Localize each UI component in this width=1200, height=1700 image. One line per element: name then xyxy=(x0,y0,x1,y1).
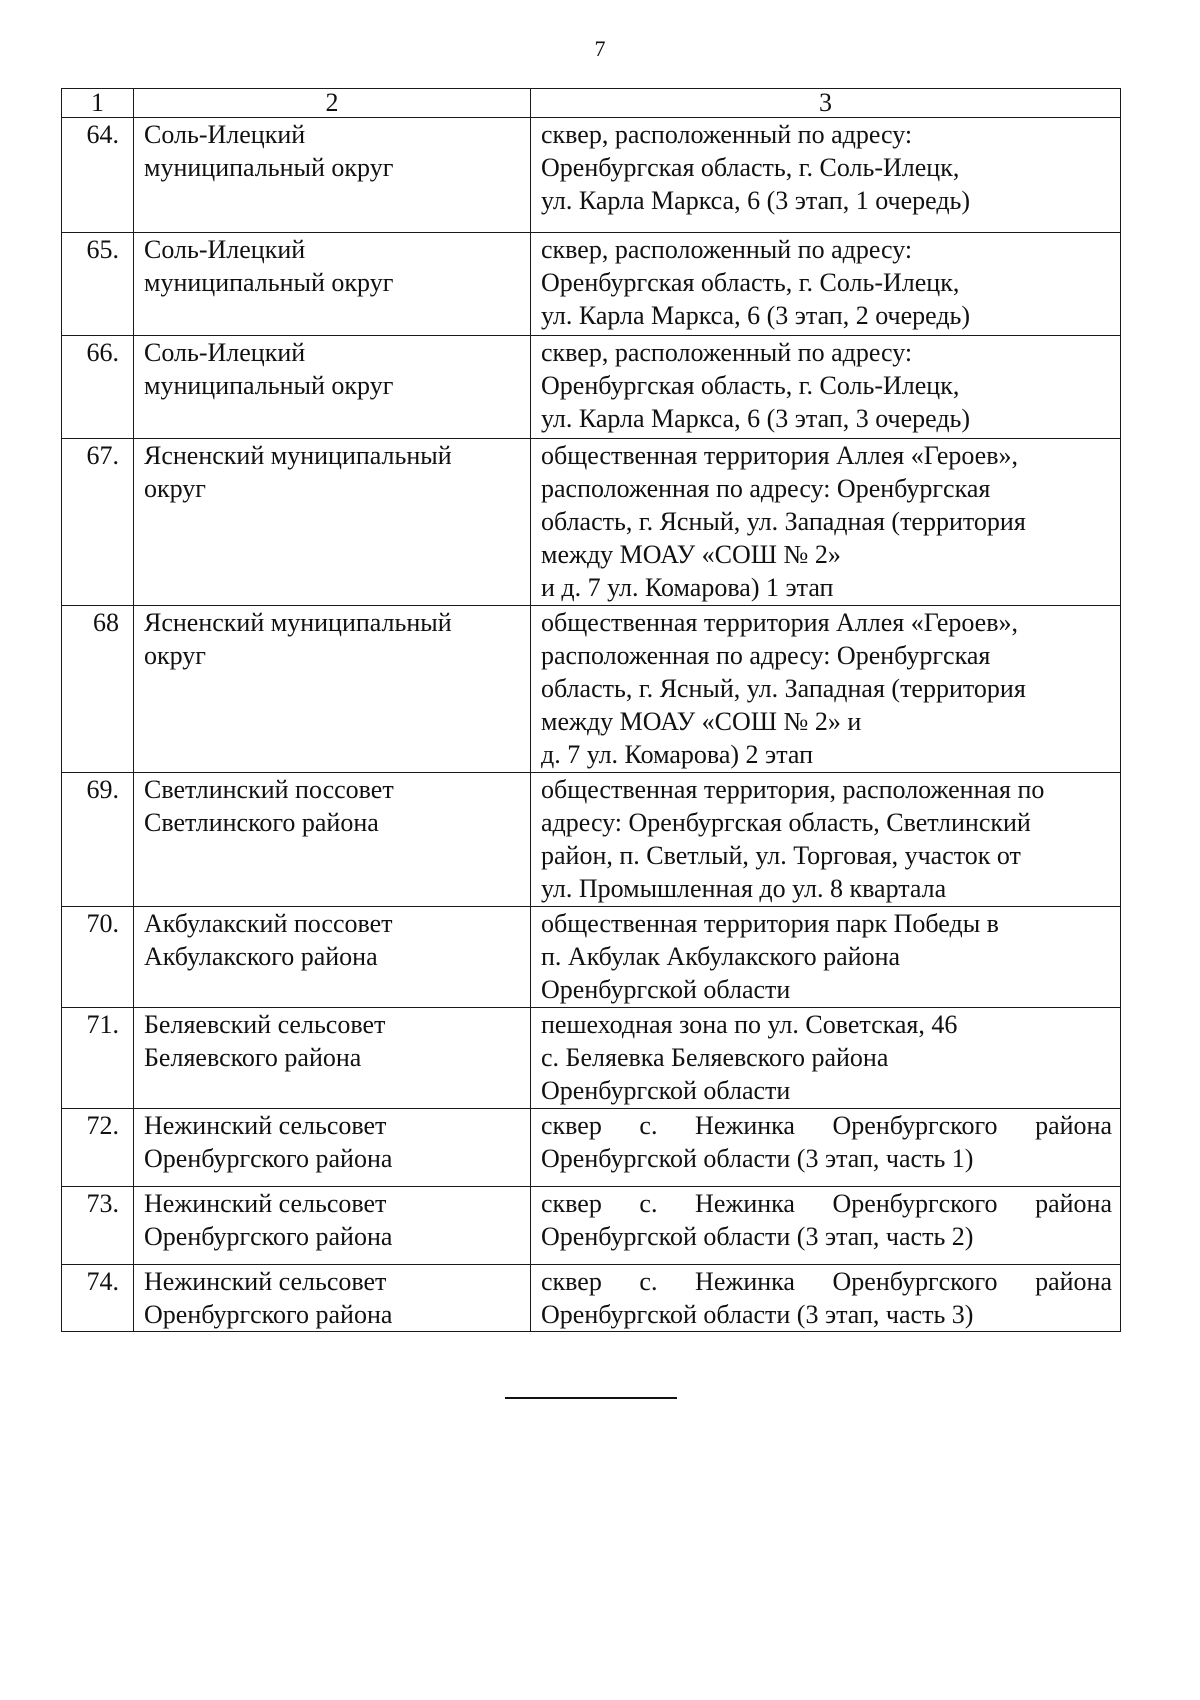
table-row xyxy=(62,1265,1121,1332)
description-line: общественная территория Аллея «Героев», xyxy=(541,608,1018,637)
description-line: с. Беляевка Беляевского района xyxy=(541,1043,889,1072)
description-line: Оренбургской области (3 этап, часть 2) xyxy=(541,1222,974,1251)
table-row xyxy=(62,233,1121,336)
municipality-line: Акбулакского района xyxy=(144,942,378,971)
description-line: расположенная по адресу: Оренбургская xyxy=(541,641,991,670)
description-line: Оренбургской области (3 этап, часть 3) xyxy=(541,1300,974,1329)
table-header-row xyxy=(62,89,1121,118)
municipality-cell xyxy=(134,1109,531,1187)
row-number: 71. xyxy=(62,1008,134,1109)
table-row xyxy=(62,606,1121,773)
territories-table xyxy=(61,88,1121,1332)
table-row xyxy=(62,1109,1121,1187)
description-line: общественная территория парк Победы в xyxy=(541,909,999,938)
description-line: пешеходная зона по ул. Советская, 46 xyxy=(541,1010,958,1039)
description-line: область, г. Ясный, ул. Западная (территория xyxy=(541,507,1026,536)
municipality-cell xyxy=(134,336,531,439)
page-number: 7 xyxy=(594,36,606,61)
description-line: сквер, расположенный по адресу: xyxy=(541,120,913,149)
table-row xyxy=(62,336,1121,439)
municipality-line: Соль-Илецкий xyxy=(144,235,306,264)
description-line: между МОАУ «СОШ № 2» xyxy=(541,540,841,569)
municipality-cell xyxy=(134,606,531,773)
description-cell xyxy=(531,606,1121,773)
description-cell xyxy=(531,233,1121,336)
municipality-line: Нежинский сельсовет xyxy=(144,1267,387,1296)
municipality-line: Ясненский муниципальный xyxy=(144,608,452,637)
municipality-line: Акбулакский поссовет xyxy=(144,909,393,938)
description-line: ул. Карла Маркса, 6 (3 этап, 2 очередь) xyxy=(541,301,971,330)
table-row xyxy=(62,907,1121,1008)
description-cell xyxy=(531,439,1121,606)
municipality-line: муниципальный округ xyxy=(144,153,394,182)
description-line: ул. Карла Маркса, 6 (3 этап, 1 очередь) xyxy=(541,186,971,215)
description-line: адресу: Оренбургская область, Светлинский xyxy=(541,808,1031,837)
row-number: 72. xyxy=(62,1109,134,1187)
description-line: Оренбургская область, г. Соль-Илецк, xyxy=(541,268,960,297)
description-cell xyxy=(531,1187,1121,1265)
description-cell xyxy=(531,1265,1121,1332)
municipality-line: Беляевского района xyxy=(144,1043,362,1072)
end-of-document-rule xyxy=(505,1397,677,1399)
row-number: 65. xyxy=(62,233,134,336)
description-line: сквер с. Нежинка Оренбургского района xyxy=(541,1189,1112,1218)
row-number: 73. xyxy=(62,1187,134,1265)
row-number: 66. xyxy=(62,336,134,439)
column-header-municipality: 2 xyxy=(134,89,531,118)
row-number: 69. xyxy=(62,773,134,907)
table-row xyxy=(62,118,1121,233)
description-line: общественная территория Аллея «Героев», xyxy=(541,441,1018,470)
description-line: сквер, расположенный по адресу: xyxy=(541,235,913,264)
description-cell xyxy=(531,118,1121,233)
municipality-cell xyxy=(134,1008,531,1109)
municipality-cell xyxy=(134,233,531,336)
column-header-description: 3 xyxy=(531,89,1121,118)
municipality-line: Соль-Илецкий xyxy=(144,338,306,367)
municipality-line: Соль-Илецкий xyxy=(144,120,306,149)
description-line: Оренбургской области (3 этап, часть 1) xyxy=(541,1144,974,1173)
description-line: сквер с. Нежинка Оренбургского района xyxy=(541,1111,1112,1140)
description-line: Оренбургской области xyxy=(541,1076,791,1105)
description-line: расположенная по адресу: Оренбургская xyxy=(541,474,991,503)
row-number: 64. xyxy=(62,118,134,233)
municipality-line: округ xyxy=(144,641,206,670)
municipality-line: Ясненский муниципальный xyxy=(144,441,452,470)
municipality-cell xyxy=(134,907,531,1008)
municipality-cell xyxy=(134,118,531,233)
row-number: 70. xyxy=(62,907,134,1008)
table-row xyxy=(62,1187,1121,1265)
description-line: Оренбургская область, г. Соль-Илецк, xyxy=(541,371,960,400)
description-line: и д. 7 ул. Комарова) 1 этап xyxy=(541,573,834,602)
description-cell xyxy=(531,1008,1121,1109)
description-line: п. Акбулак Акбулакского района xyxy=(541,942,901,971)
description-line: Оренбургская область, г. Соль-Илецк, xyxy=(541,153,960,182)
municipality-line: Светлинского района xyxy=(144,808,379,837)
municipality-cell xyxy=(134,439,531,606)
row-number: 74. xyxy=(62,1265,134,1332)
row-number: 67. xyxy=(62,439,134,606)
description-cell xyxy=(531,336,1121,439)
description-cell xyxy=(531,1109,1121,1187)
description-line: область, г. Ясный, ул. Западная (территория xyxy=(541,674,1026,703)
municipality-line: Оренбургского района xyxy=(144,1300,393,1329)
description-line: сквер, расположенный по адресу: xyxy=(541,338,913,367)
municipality-line: Нежинский сельсовет xyxy=(144,1189,387,1218)
column-header-number: 1 xyxy=(62,89,134,118)
municipality-line: Оренбургского района xyxy=(144,1144,393,1173)
description-line: ул. Карла Маркса, 6 (3 этап, 3 очередь) xyxy=(541,404,971,433)
municipality-line: Оренбургского района xyxy=(144,1222,393,1251)
table-row xyxy=(62,439,1121,606)
description-line: между МОАУ «СОШ № 2» и xyxy=(541,707,862,736)
municipality-cell xyxy=(134,1187,531,1265)
description-line: сквер с. Нежинка Оренбургского района xyxy=(541,1267,1112,1296)
municipality-cell xyxy=(134,1265,531,1332)
description-line: Оренбургской области xyxy=(541,975,791,1004)
municipality-line: Светлинский поссовет xyxy=(144,775,394,804)
municipality-line: Беляевский сельсовет xyxy=(144,1010,386,1039)
municipality-cell xyxy=(134,773,531,907)
description-line: общественная территория, расположенная по xyxy=(541,775,1045,804)
description-line: д. 7 ул. Комарова) 2 этап xyxy=(541,740,814,769)
municipality-line: округ xyxy=(144,474,206,503)
municipality-line: муниципальный округ xyxy=(144,371,394,400)
table-row xyxy=(62,1008,1121,1109)
table-row xyxy=(62,773,1121,907)
municipality-line: муниципальный округ xyxy=(144,268,394,297)
description-cell xyxy=(531,773,1121,907)
description-line: район, п. Светлый, ул. Торговая, участок от xyxy=(541,841,1021,870)
municipality-line: Нежинский сельсовет xyxy=(144,1111,387,1140)
description-line: ул. Промышленная до ул. 8 квартала xyxy=(541,874,947,903)
description-cell xyxy=(531,907,1121,1008)
row-number: 68 xyxy=(62,606,134,773)
